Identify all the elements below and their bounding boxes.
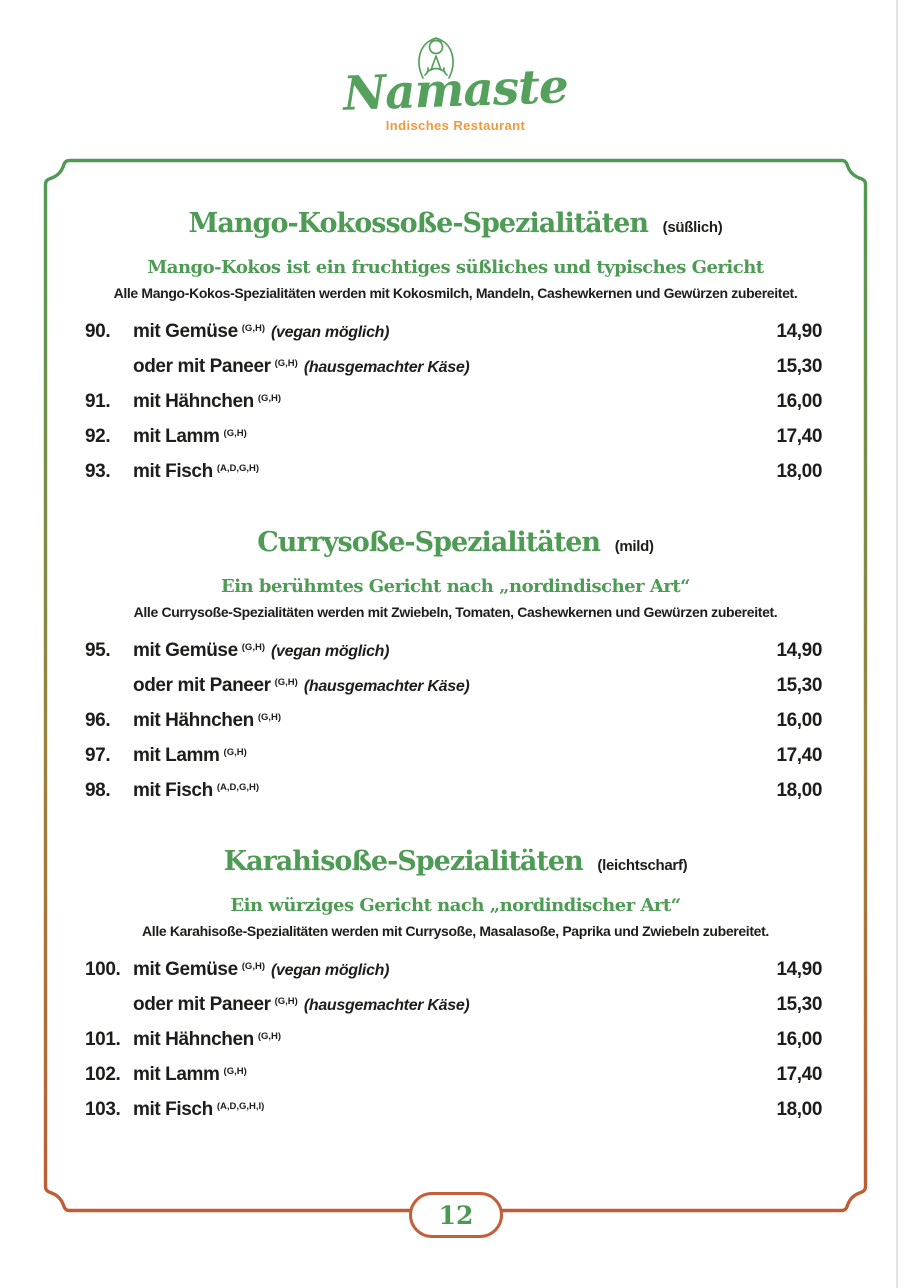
item-name: mit Fisch	[133, 780, 213, 801]
item-note: (vegan möglich)	[270, 962, 390, 979]
menu-item-row	[45, 356, 866, 381]
item-number: 93.	[85, 461, 111, 482]
item-number: 95.	[85, 640, 111, 661]
item-number: 98.	[85, 780, 111, 801]
item-name-group	[133, 391, 776, 416]
item-number: 101.	[85, 1029, 121, 1050]
item-price: 16,00	[776, 391, 822, 412]
item-allergens: (G,H)	[257, 393, 282, 404]
item-note: (hausgemachter Käse)	[303, 678, 470, 695]
section-karahisosse	[45, 845, 866, 1124]
item-name-group	[133, 640, 776, 665]
section-description: Alle Currysoße-Spezialitäten werden mit Zwiebeln, Tomaten, Cashewkernen und Gewürzen zubereitet.	[133, 604, 778, 620]
section-title	[45, 207, 866, 245]
item-name: mit Fisch	[133, 461, 213, 482]
item-number: 103.	[85, 1099, 121, 1120]
section-currysosse	[45, 526, 866, 805]
section-mango-kokos	[45, 207, 866, 486]
item-allergens: (A,D,G,H)	[216, 463, 260, 474]
section-description: Alle Karahisoße-Spezialitäten werden mit Currysoße, Masalasoße, Paprika und Zwiebeln zubereitet.	[142, 923, 769, 939]
item-note: (vegan möglich)	[270, 643, 390, 660]
section-subtitle: Mango-Kokos ist ein fruchtiges süßliches und typisches Gericht	[147, 257, 764, 278]
item-price: 17,40	[776, 1064, 822, 1085]
menu-item-row	[45, 391, 866, 416]
item-name-group	[133, 321, 776, 346]
item-name: mit Hähnchen	[133, 710, 254, 731]
item-allergens: (G,H)	[257, 712, 282, 723]
item-name-group	[133, 780, 776, 805]
section-title-text: Mango-Kokossoße-Spezialitäten	[188, 208, 648, 239]
item-allergens: (G,H)	[241, 642, 265, 653]
item-name-group	[133, 675, 776, 700]
item-price: 18,00	[776, 1099, 822, 1120]
item-name-group	[133, 745, 776, 770]
item-price: 16,00	[776, 1029, 822, 1050]
menu-item-row	[45, 780, 866, 805]
section-spice-level: (mild)	[614, 538, 654, 555]
section-spice-level: (süßlich)	[662, 219, 723, 236]
item-name: mit Lamm	[133, 745, 220, 766]
item-allergens: (G,H)	[274, 677, 298, 688]
item-name: oder mit Paneer	[133, 675, 271, 696]
menu-item-row	[45, 710, 866, 735]
item-name-group	[133, 959, 776, 984]
item-name: mit Gemüse	[133, 321, 238, 342]
menu-item-row	[45, 321, 866, 346]
item-allergens: (G,H)	[223, 428, 247, 439]
item-name-group	[133, 1064, 776, 1089]
item-name: mit Fisch	[133, 1099, 213, 1120]
item-price: 14,90	[776, 321, 822, 342]
menu-item-row	[45, 426, 866, 451]
item-name: mit Lamm	[133, 426, 220, 447]
item-name-group	[133, 1099, 776, 1124]
menu-item-row	[45, 640, 866, 665]
item-name: mit Gemüse	[133, 640, 238, 661]
item-number: 92.	[85, 426, 111, 447]
item-allergens: (G,H)	[223, 747, 247, 758]
item-name-group	[133, 710, 776, 735]
item-price: 14,90	[776, 959, 822, 980]
item-price: 15,30	[776, 356, 822, 377]
item-number: 96.	[85, 710, 111, 731]
item-name-group	[133, 994, 776, 1019]
item-name: mit Gemüse	[133, 959, 238, 980]
section-title	[45, 845, 866, 883]
item-allergens: (A,D,G,H,I)	[216, 1101, 265, 1112]
item-number: 102.	[85, 1064, 121, 1085]
section-spice-level: (leichtscharf)	[597, 857, 688, 874]
restaurant-name: Namaste	[342, 59, 569, 122]
item-allergens: (G,H)	[274, 996, 298, 1007]
item-allergens: (G,H)	[241, 323, 265, 334]
item-number: 100.	[85, 959, 121, 980]
item-number: 91.	[85, 391, 111, 412]
menu-item-row	[45, 461, 866, 486]
item-note: (vegan möglich)	[270, 324, 390, 341]
item-price: 17,40	[776, 745, 822, 766]
section-items	[45, 959, 866, 1124]
item-name: mit Hähnchen	[133, 1029, 254, 1050]
restaurant-tagline: Indisches Restaurant	[385, 118, 526, 133]
item-price: 17,40	[776, 426, 822, 447]
item-allergens: (G,H)	[241, 961, 265, 972]
menu-item-row	[45, 675, 866, 700]
item-name: mit Lamm	[133, 1064, 220, 1085]
item-name: oder mit Paneer	[133, 356, 271, 377]
menu-item-row	[45, 1064, 866, 1089]
section-title	[45, 526, 866, 564]
item-price: 18,00	[776, 461, 822, 482]
item-price: 18,00	[776, 780, 822, 801]
section-title-text: Currysoße-Spezialitäten	[257, 527, 601, 558]
item-note: (hausgemachter Käse)	[303, 997, 470, 1014]
menu-item-row	[45, 1099, 866, 1124]
section-items	[45, 640, 866, 805]
item-name-group	[133, 1029, 776, 1054]
item-allergens: (G,H)	[257, 1031, 282, 1042]
section-items	[45, 321, 866, 486]
item-name-group	[133, 461, 776, 486]
item-price: 15,30	[776, 994, 822, 1015]
section-subtitle: Ein berühmtes Gericht nach „nordindischer Art“	[220, 576, 691, 597]
page-number-badge	[409, 1192, 503, 1238]
item-number: 97.	[85, 745, 111, 766]
menu-item-row	[45, 745, 866, 770]
item-name-group	[133, 356, 776, 381]
item-price: 15,30	[776, 675, 822, 696]
menu-item-row	[45, 1029, 866, 1054]
page-number: 12	[438, 1200, 474, 1230]
item-price: 16,00	[776, 710, 822, 731]
item-name-group	[133, 426, 776, 451]
item-allergens: (A,D,G,H)	[216, 782, 260, 793]
section-subtitle: Ein würziges Gericht nach „nordindischer Art“	[230, 895, 681, 916]
item-allergens: (G,H)	[223, 1066, 247, 1077]
item-allergens: (G,H)	[274, 358, 298, 369]
item-price: 14,90	[776, 640, 822, 661]
section-title-text: Karahisoße-Spezialitäten	[223, 846, 583, 877]
menu-item-row	[45, 959, 866, 984]
item-name: mit Hähnchen	[133, 391, 254, 412]
menu-content	[45, 161, 866, 1134]
item-note: (hausgemachter Käse)	[303, 359, 470, 376]
section-description: Alle Mango-Kokos-Spezialitäten werden mit Kokosmilch, Mandeln, Cashewkernen und Gewürzen zubereitet.	[113, 285, 798, 301]
item-name: oder mit Paneer	[133, 994, 271, 1015]
item-number: 90.	[85, 321, 111, 342]
menu-item-row	[45, 994, 866, 1019]
